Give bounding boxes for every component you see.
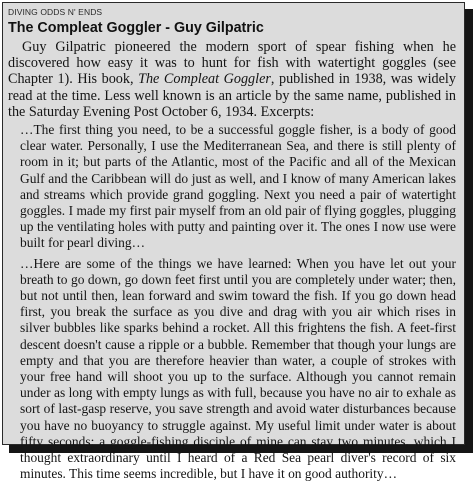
article-title: The Compleat Goggler - Guy Gilpatric bbox=[8, 20, 264, 36]
excerpt-paragraph-1: …The first thing you need, to be a successful goggle fisher, is a body of good clear water. Personally, I use the Mediterranean Sea, and there is still plenty of room in it; but parts of the Atlantic, most of the Pacific and all of the Mexican Gulf and the Caribbean will do just as well, and I know of many American lakes and streams which provide grand goggling. Next you need a pair of watertight goggles. I made my first pair myself from an old pair of flying goggles, plugging up the ventilating holes with putty and painting over it. The ones I now use were built for pearl diving… bbox=[20, 122, 456, 251]
section-label: DIVING ODDS N' ENDS bbox=[8, 7, 103, 17]
excerpt-paragraph-2: …Here are some of the things we have learned: When you have let out your breath to go down, go down feet first until you are completely under water; then, but not until then, lean forward and swim toward the fish. If you go down head first, you break the surface as you dive and drag with you air which rises in silver bubbles like sparks behind a rocket. All this frightens the fish. A feet-first descent doesn't cause a ripple or a bubble. Remember that though your lungs are empty and that you are therefore heavier than water, a couple of strokes with your free hand will shoot you up to the surface. Although you cannot remain under as long with empty lungs as with full, because you have no air to exhale as sort of last-gasp reserve, you save strength and avoid water disturbances because you have no buoyancy to struggle against. My useful limit under water is about fifty seconds; a goggle-fishing disciple of mine can stay two minutes, which I thought extraordinary until I heard of a Red Sea pearl diver's record of six minutes. This time seems incredible, but I have it on good authority… bbox=[20, 255, 456, 482]
intro-text-part2: , published in 1938, was widely read at the time. Less well known is an article by the same name, published in the Saturday Evening Post October 6, 1934. Excerpts: bbox=[8, 71, 456, 120]
sidebar-article-panel bbox=[2, 2, 465, 482]
book-title: The Compleat Goggler bbox=[138, 71, 271, 88]
intro-text-part1: Guy Gilpatric pioneered the modern sport of spear fishing when he discovered how easy it was to hunt for fish with watertight goggles (see Chapter 1). His book, bbox=[8, 39, 456, 88]
intro-paragraph bbox=[8, 39, 456, 120]
